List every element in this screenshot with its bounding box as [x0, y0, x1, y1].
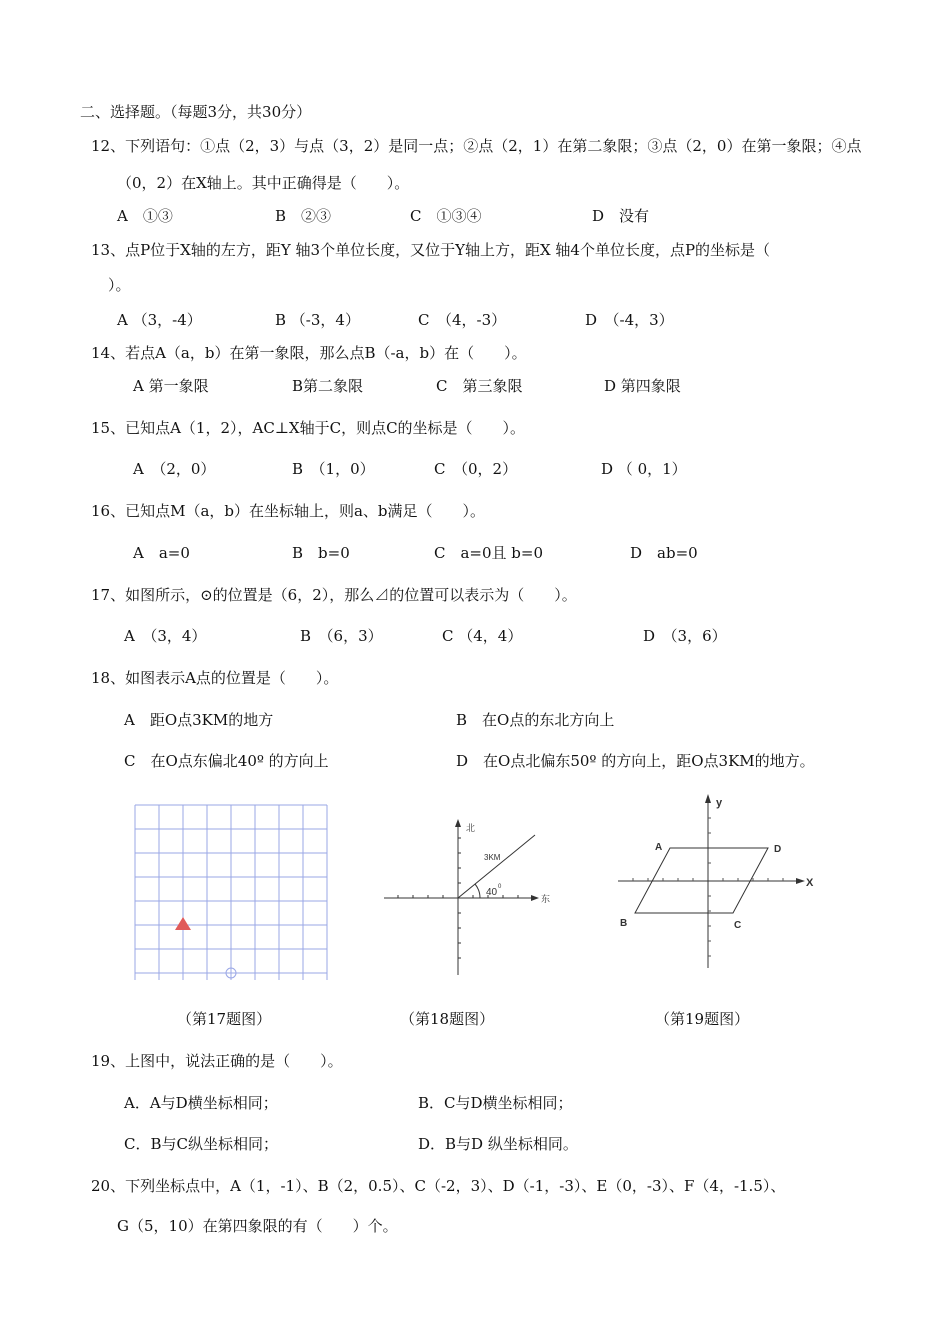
question-16-stem: 16、已知点M（a，b）在坐标轴上，则a、b满足（ ）。: [91, 502, 486, 520]
question-13-stem-line1: 13、点P位于X轴的左方，距Y 轴3个单位长度，又位于Y轴上方，距X 轴4个单位长度，点P的坐标是（: [91, 241, 771, 259]
figure-18-direction: [380, 815, 560, 980]
question-16-option-b: B b=0: [292, 544, 350, 562]
question-20-stem-line1: 20、下列坐标点中，A（1，-1）、B（2，0.5）、C（-2，3）、D（-1，-3）、E（0，-3）、F（4，-1.5）、: [91, 1177, 786, 1195]
question-12-option-c: C ①③④: [410, 207, 482, 225]
question-13-option-b: B （-3，4）: [275, 311, 360, 329]
question-15-option-a: A （2，0）: [133, 460, 216, 478]
angle-label: 40: [486, 887, 498, 898]
east-label: 东: [541, 894, 551, 904]
question-13-option-a: A （3，-4）: [117, 311, 202, 329]
point-a-label: A: [655, 842, 663, 853]
question-16-option-a: A a=0: [133, 544, 190, 562]
question-18-option-c: C 在O点东偏北40º 的方向上: [124, 752, 329, 770]
question-12-option-b: B ②③: [275, 207, 332, 225]
question-20-stem-line2: G（5，10）在第四象限的有（ ）个。: [117, 1217, 398, 1235]
question-14-option-d: D 第四象限: [604, 377, 681, 395]
figure-19-coordinate: [610, 790, 835, 975]
x-label: X: [806, 877, 814, 889]
question-15-stem: 15、已知点A（1，2），AC⊥X轴于C，则点C的坐标是（ ）。: [91, 419, 526, 437]
question-14-option-b: B第二象限: [292, 377, 364, 395]
angle-arc: [475, 884, 480, 898]
question-15-option-c: C （0，2）: [434, 460, 518, 478]
question-15-option-b: B （1，0）: [292, 460, 375, 478]
question-13-option-d: D （-4，3）: [585, 311, 674, 329]
question-19-stem: 19、上图中，说法正确的是（ ）。: [91, 1052, 343, 1070]
north-arrow-icon: [455, 819, 461, 827]
y-arrow-icon: [705, 794, 711, 803]
angle-unit: 0: [498, 884, 502, 890]
point-c-label: C: [734, 920, 742, 931]
question-14-option-c: C 第三象限: [436, 377, 523, 395]
question-18-option-a: A 距O点3KM的地方: [124, 711, 274, 729]
question-14-stem: 14、若点A（a，b）在第一象限，那么点B（-a，b）在（ ）。: [91, 344, 527, 362]
question-18-option-d: D 在O点北偏东50º 的方向上，距O点3KM的地方。: [456, 752, 815, 770]
east-arrow-icon: [531, 895, 539, 901]
figure-17-caption: （第17题图）: [177, 1010, 272, 1028]
section-title: 二、选择题。（每题3分，共30分）: [80, 103, 312, 121]
question-16-option-d: D ab=0: [630, 544, 698, 562]
question-19-option-a: A．A与D横坐标相同；: [124, 1094, 278, 1112]
distance-label: 3KM: [484, 853, 501, 862]
question-17-option-c: C （4，4）: [442, 627, 523, 645]
question-14-option-a: A 第一象限: [133, 377, 209, 395]
question-16-option-c: C a=0且 b=0: [434, 544, 544, 562]
triangle-marker: [175, 917, 191, 930]
question-17-option-b: B （6，3）: [300, 627, 383, 645]
question-17-stem: 17、如图所示，⊙的位置是（6，2），那么⊿的位置可以表示为（ ）。: [91, 586, 577, 604]
question-18-option-b: B 在O点的东北方向上: [456, 711, 615, 729]
question-17-option-a: A （3，4）: [124, 627, 207, 645]
question-15-option-d: D （ 0，1）: [601, 460, 687, 478]
question-12-option-d: D 没有: [592, 207, 650, 225]
question-19-option-c: C．B与C纵坐标相同；: [124, 1135, 278, 1153]
point-d-label: D: [774, 844, 782, 855]
question-19-option-d: D．B与D 纵坐标相同。: [418, 1135, 578, 1153]
question-13-stem-line2: ）。: [108, 276, 131, 294]
figure-17-grid: [130, 800, 330, 980]
north-label: 北: [466, 823, 476, 833]
figure-19-caption: （第19题图）: [655, 1010, 750, 1028]
question-12-stem-line1: 12、下列语句：①点（2，3）与点（3，2）是同一点；②点（2，1）在第二象限；③点（2，0）在第一象限；④点: [91, 137, 862, 155]
question-13-option-c: C （4，-3）: [418, 311, 507, 329]
question-18-stem: 18、如图表示A点的位置是（ ）。: [91, 669, 339, 687]
question-17-option-d: D （3，6）: [643, 627, 727, 645]
figure-18-caption: （第18题图）: [400, 1010, 495, 1028]
x-arrow-icon: [796, 878, 805, 884]
question-12-option-a: A ①③: [117, 207, 173, 225]
question-19-option-b: B．C与D横坐标相同；: [418, 1094, 573, 1112]
y-label: y: [716, 797, 723, 809]
point-b-label: B: [620, 918, 628, 929]
grid-lines: [135, 805, 327, 980]
question-12-stem-line2: （0，2）在X轴上。其中正确得是（ ）。: [117, 174, 410, 192]
